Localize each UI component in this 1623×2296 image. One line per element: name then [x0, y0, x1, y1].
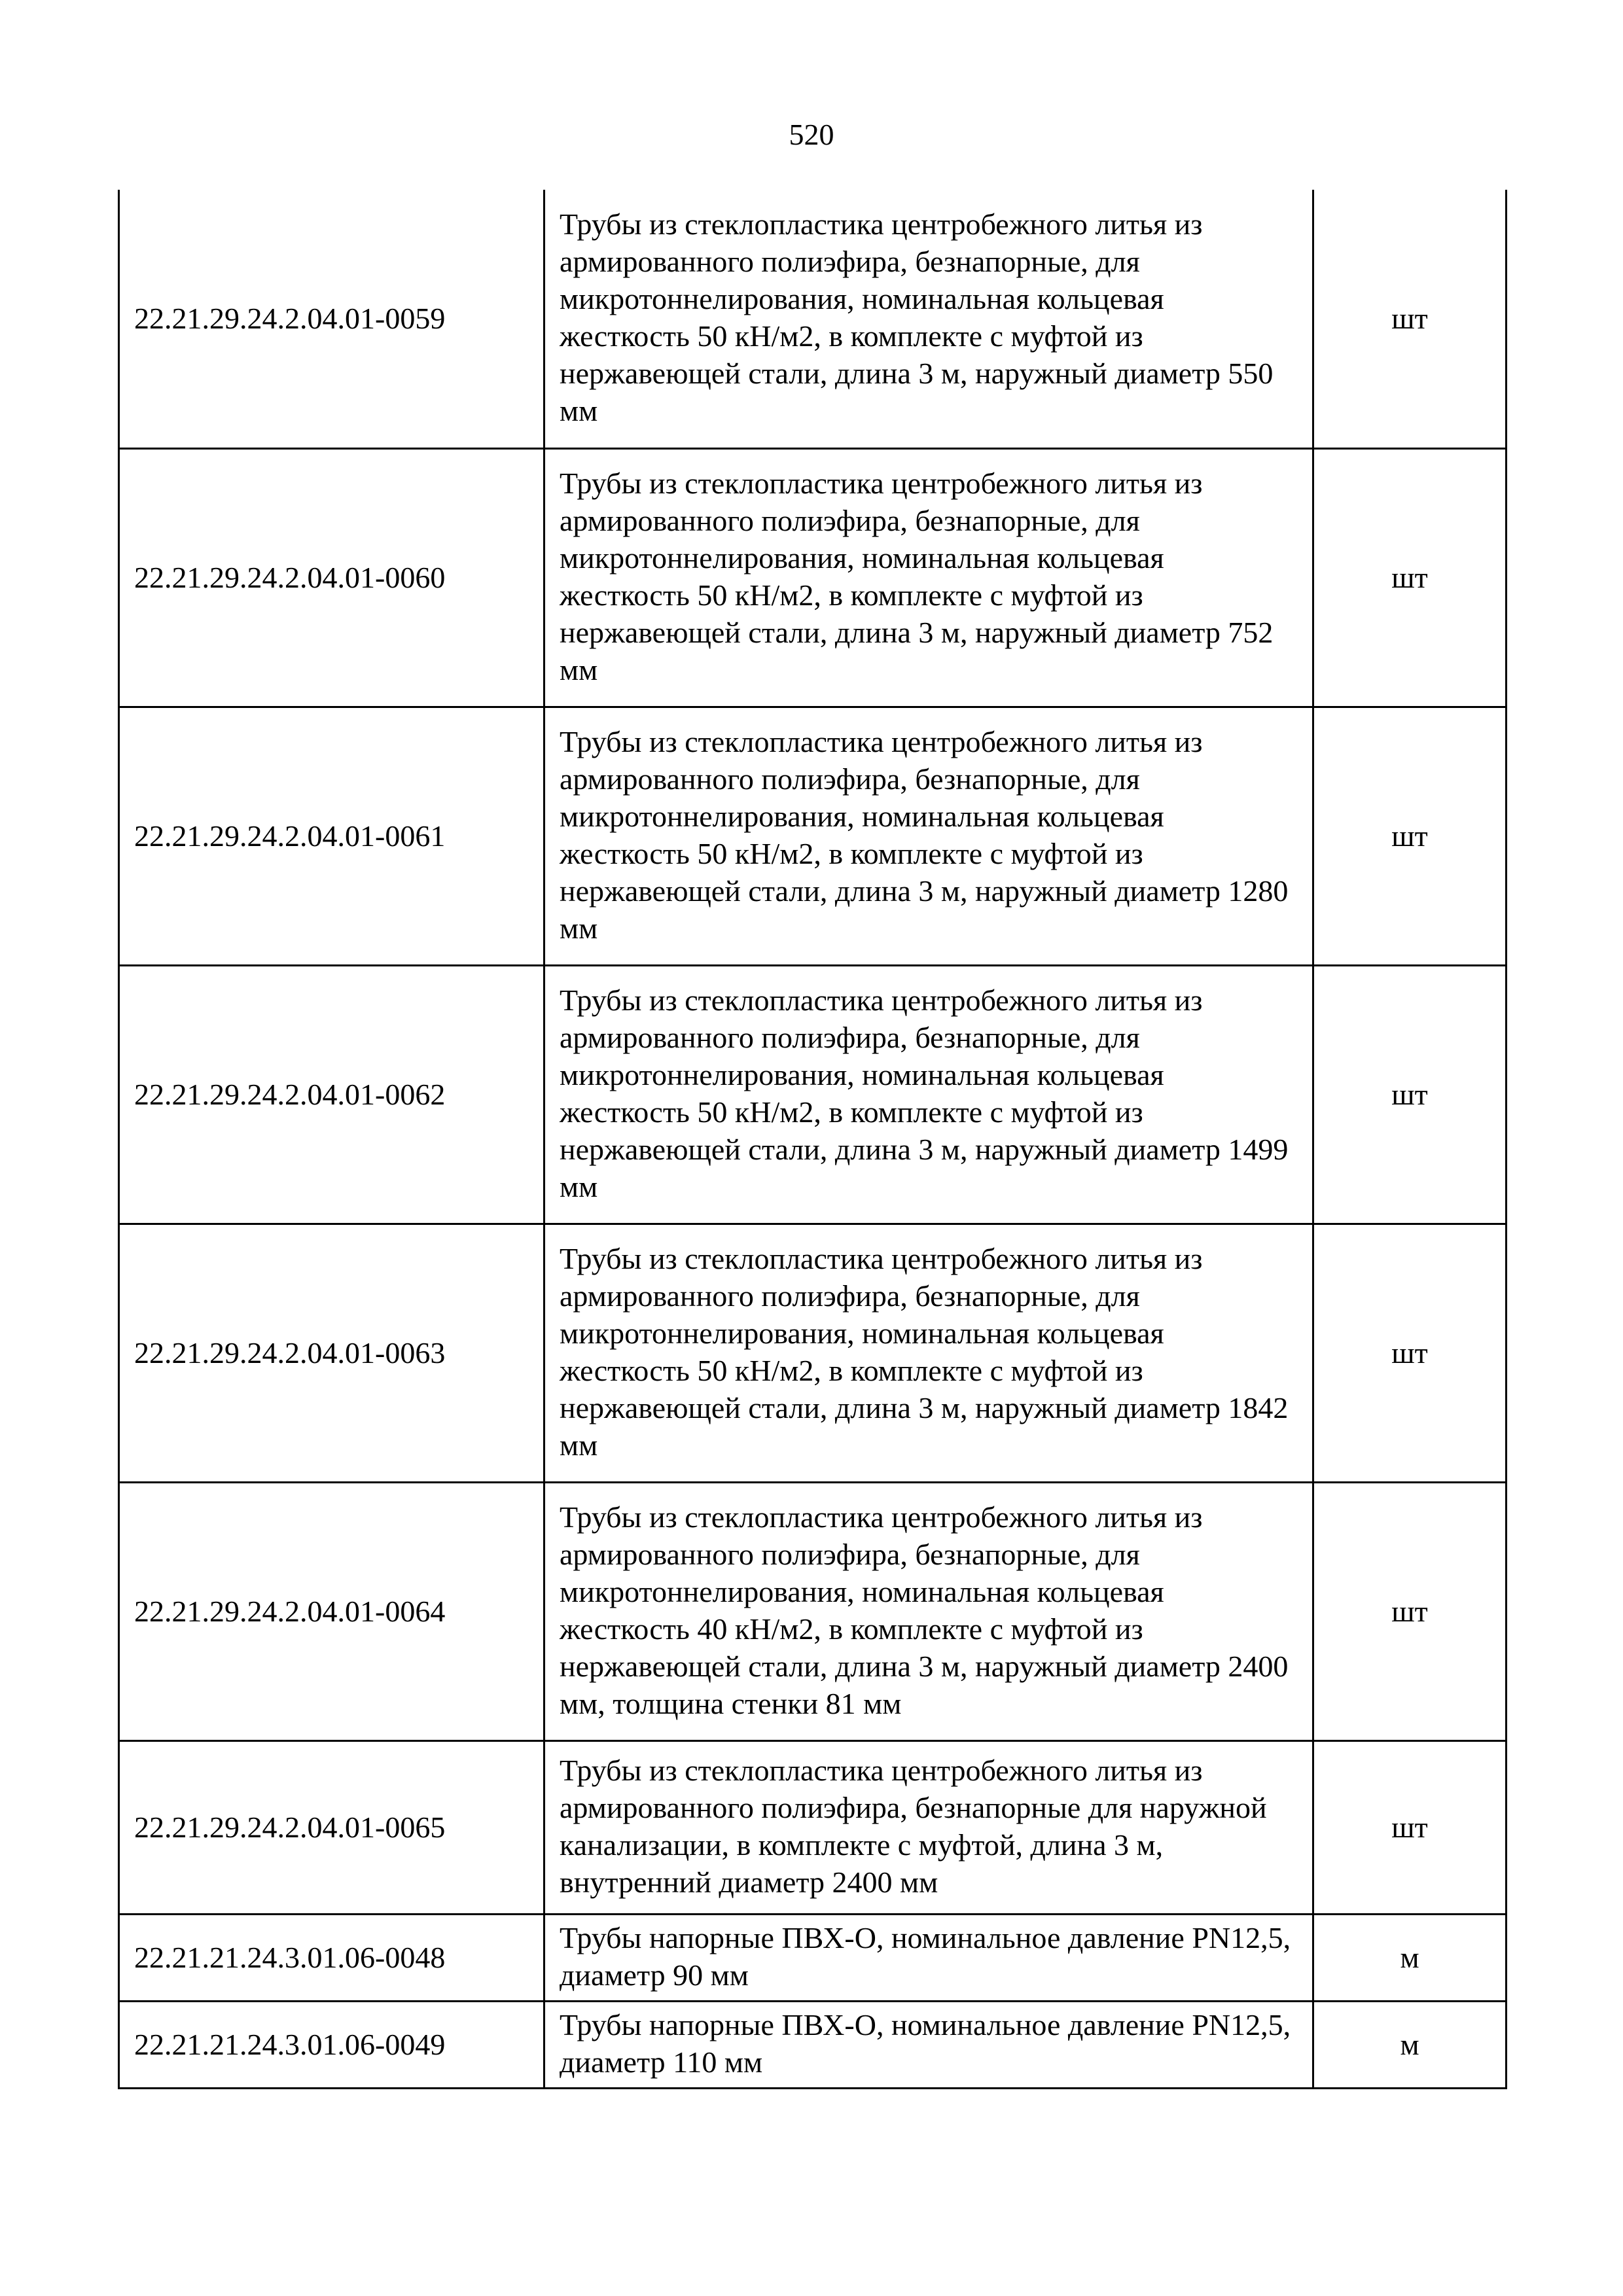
resource-code: 22.21.21.24.3.01.06-0048	[119, 1914, 544, 2001]
table-row	[119, 2001, 1507, 2088]
resource-code: 22.21.29.24.2.04.01-0060	[119, 448, 544, 707]
resource-name: Трубы из стеклопластика центробежного литья из армированного полиэфира, безнапорные, для микротоннелирования, номинальная кольцевая жесткость 50 кН/м2, в комплекте с муфтой из нержавеющей стали, длина 3 м, наружный диаметр 550 мм	[544, 190, 1313, 448]
resource-name: Трубы из стеклопластика центробежного литья из армированного полиэфира, безнапорные, для микротоннелирования, номинальная кольцевая жесткость 50 кН/м2, в комплекте с муфтой из нержавеющей стали, длина 3 м, наружный диаметр 1842 мм	[544, 1224, 1313, 1482]
page-number: 520	[789, 118, 834, 151]
resource-name: Трубы напорные ПВХ-О, номинальное давление PN12,5, диаметр 110 мм	[544, 2001, 1313, 2088]
resource-name: Трубы напорные ПВХ-О, номинальное давление PN12,5, диаметр 90 мм	[544, 1914, 1313, 2001]
unit-of-measure: шт	[1313, 1482, 1507, 1740]
resource-code: 22.21.29.24.2.04.01-0062	[119, 965, 544, 1224]
table-row	[119, 1482, 1507, 1740]
table-row	[119, 965, 1507, 1224]
unit-of-measure: шт	[1313, 448, 1507, 707]
resource-name: Трубы из стеклопластика центробежного литья из армированного полиэфира, безнапорные, для микротоннелирования, номинальная кольцевая жесткость 50 кН/м2, в комплекте с муфтой из нержавеющей стали, длина 3 м, наружный диаметр 1499 мм	[544, 965, 1313, 1224]
resource-code: 22.21.29.24.2.04.01-0059	[119, 190, 544, 448]
resource-name: Трубы из стеклопластика центробежного литья из армированного полиэфира, безнапорные, для микротоннелирования, номинальная кольцевая жесткость 50 кН/м2, в комплекте с муфтой из нержавеющей стали, длина 3 м, наружный диаметр 752 мм	[544, 448, 1313, 707]
table-row	[119, 448, 1507, 707]
resource-code: 22.21.21.24.3.01.06-0049	[119, 2001, 544, 2088]
unit-of-measure: шт	[1313, 1740, 1507, 1914]
resource-name: Трубы из стеклопластика центробежного литья из армированного полиэфира, безнапорные, для микротоннелирования, номинальная кольцевая жесткость 40 кН/м2, в комплекте с муфтой из нержавеющей стали, длина 3 м, наружный диаметр 2400 мм, толщина стенки 81 мм	[544, 1482, 1313, 1740]
table-row	[119, 1224, 1507, 1482]
resource-name: Трубы из стеклопластика центробежного литья из армированного полиэфира, безнапорные для наружной канализации, в комплекте с муфтой, длина 3 м, внутренний диаметр 2400 мм	[544, 1740, 1313, 1914]
resource-code: 22.21.29.24.2.04.01-0065	[119, 1740, 544, 1914]
unit-of-measure: м	[1313, 2001, 1507, 2088]
resource-code: 22.21.29.24.2.04.01-0061	[119, 707, 544, 965]
unit-of-measure: шт	[1313, 190, 1507, 448]
table-row	[119, 190, 1507, 448]
unit-of-measure: шт	[1313, 965, 1507, 1224]
unit-of-measure: м	[1313, 1914, 1507, 2001]
table-row	[119, 1914, 1507, 2001]
resource-name: Трубы из стеклопластика центробежного литья из армированного полиэфира, безнапорные, для микротоннелирования, номинальная кольцевая жесткость 50 кН/м2, в комплекте с муфтой из нержавеющей стали, длина 3 м, наружный диаметр 1280 мм	[544, 707, 1313, 965]
resource-code: 22.21.29.24.2.04.01-0064	[119, 1482, 544, 1740]
materials-table	[118, 190, 1507, 2089]
table-row	[119, 1740, 1507, 1914]
unit-of-measure: шт	[1313, 707, 1507, 965]
table-row	[119, 707, 1507, 965]
resource-code: 22.21.29.24.2.04.01-0063	[119, 1224, 544, 1482]
unit-of-measure: шт	[1313, 1224, 1507, 1482]
